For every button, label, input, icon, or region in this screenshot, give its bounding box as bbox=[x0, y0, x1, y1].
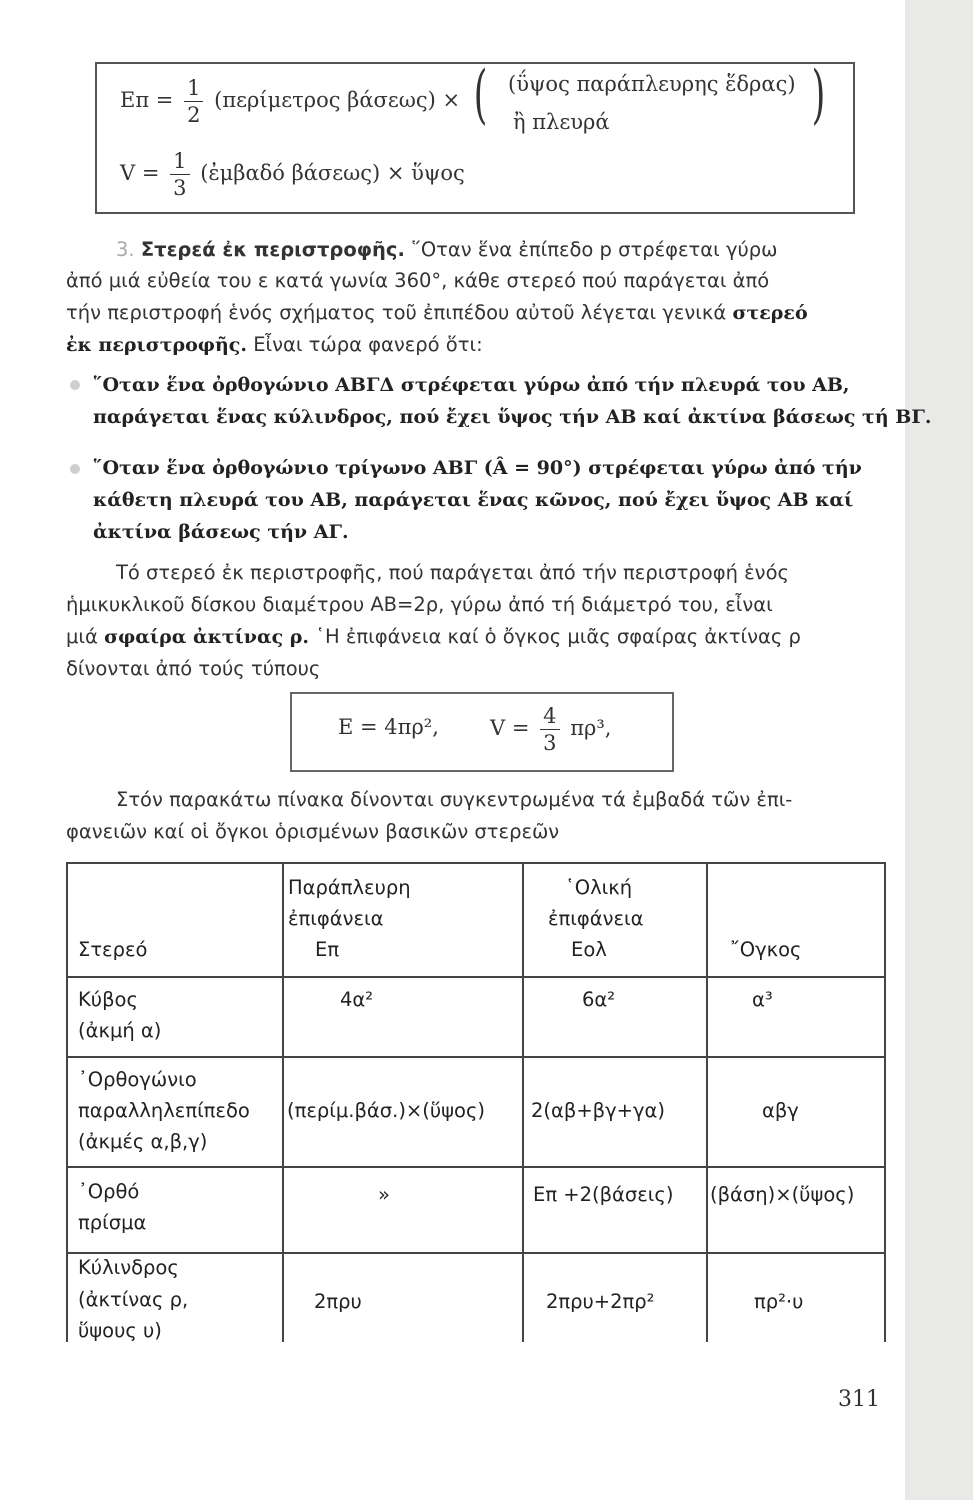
header-lateral: ἐπιφάνεια bbox=[288, 907, 384, 930]
cell-lateral: 2πρυ bbox=[314, 1290, 362, 1313]
header-total-symbol: Εολ bbox=[571, 938, 607, 961]
text-span: ῾Η ἐπιφάνεια καί ὁ ὄγκος μιᾶς σφαίρας ἀκτίνας ρ bbox=[315, 625, 801, 648]
header-lateral-symbol: Eπ bbox=[315, 938, 340, 961]
table-rule bbox=[66, 862, 886, 864]
fraction-numerator: 1 bbox=[170, 148, 189, 175]
cell-solid: (ἀκμές α,β,γ) bbox=[78, 1130, 208, 1153]
cell-total: 2(αβ+βγ+γα) bbox=[531, 1099, 665, 1122]
bullet-text-line: ῞Οταν ἕνα ὀρθογώνιο τρίγωνο ΑΒΓ (Â = 90°) στρέφεται γύρω ἀπό τήν bbox=[93, 457, 862, 479]
text-span: μιά bbox=[66, 625, 98, 648]
section-text-line bbox=[66, 296, 808, 330]
base-area-term: (ἐμβαδό βάσεως) × ὕψος bbox=[200, 161, 465, 185]
term-bold: ἐκ περιστροφῆς. bbox=[66, 334, 247, 356]
section-heading-line bbox=[116, 233, 777, 266]
cell-volume: α³ bbox=[752, 988, 773, 1011]
fraction-denominator: 2 bbox=[187, 103, 201, 127]
bullet-dot-icon bbox=[70, 380, 80, 390]
header-volume: ῎Ογκος bbox=[730, 938, 802, 961]
table-rule bbox=[706, 862, 708, 1342]
bullet-text-line: ῞Οταν ἕνα ὀρθογώνιο ΑΒΓΔ στρέφεται γύρω ἀπό τήν πλευρά του ΑΒ, bbox=[93, 374, 850, 396]
fraction-numerator: 4 bbox=[540, 703, 559, 730]
section-text-line: ῞Οταν ἕνα ἐπίπεδο p στρέφεται γύρω bbox=[411, 238, 778, 261]
section-number: 3. bbox=[116, 238, 135, 261]
perimeter-term: (περίμετρος βάσεως) × bbox=[214, 88, 461, 112]
cell-solid: παραλληλεπίπεδο bbox=[78, 1099, 250, 1122]
v-rhs: πρ³, bbox=[570, 716, 612, 740]
cell-solid: Κύβος bbox=[78, 988, 138, 1011]
cell-solid: ᾿Ορθό bbox=[78, 1180, 140, 1203]
sphere-text-line bbox=[66, 620, 801, 654]
cell-solid: Κύλινδρος bbox=[78, 1256, 179, 1279]
v-lhs: V = bbox=[490, 716, 530, 740]
page-number: 311 bbox=[838, 1387, 880, 1412]
sphere-text-line: Τό στερεό ἐκ περιστροφῆς, πού παράγεται ἀπό τήν περιστροφή ἑνός bbox=[116, 561, 789, 584]
table-rule bbox=[522, 862, 524, 1342]
sphere-text-line: δίνονται ἀπό τούς τύπους bbox=[66, 657, 321, 680]
cell-solid: (ἀκτίνας ρ, bbox=[78, 1288, 189, 1311]
bullet-text-line: κάθετη πλευρά του ΑΒ, παράγεται ἕνας κῶνος, πού ἔχει ὕψος ΑΒ καί bbox=[93, 489, 854, 511]
header-solid: Στερεό bbox=[78, 938, 148, 961]
text-span: τήν περιστροφή ἑνός σχήματος τοῦ ἐπιπέδου αὐτοῦ λέγεται γενικά bbox=[66, 301, 727, 324]
table-rule bbox=[66, 1056, 886, 1058]
table-rule bbox=[66, 862, 68, 1342]
section-text-line bbox=[66, 328, 483, 362]
slant-height-term: (ΰψος παράπλευρης ἕδρας) bbox=[508, 72, 796, 96]
table-rule bbox=[884, 862, 886, 1342]
cell-volume: πρ²·υ bbox=[754, 1290, 804, 1313]
paren-close: ) bbox=[811, 58, 826, 132]
cell-volume: (βάση)×(ὕψος) bbox=[710, 1183, 855, 1206]
cell-solid: πρίσμα bbox=[78, 1211, 147, 1234]
fraction-third bbox=[170, 148, 189, 201]
volume-formula bbox=[120, 148, 465, 201]
fraction-denominator: 3 bbox=[173, 176, 187, 200]
paren-open: ( bbox=[473, 58, 488, 132]
cell-solid: (ἀκμή α) bbox=[78, 1019, 162, 1042]
fraction-denominator: 3 bbox=[543, 731, 557, 755]
sphere-volume-formula bbox=[490, 703, 611, 756]
fraction-four-thirds bbox=[540, 703, 559, 756]
cell-total: 2πρυ+2πρ² bbox=[546, 1290, 655, 1313]
cell-lateral: » bbox=[378, 1183, 390, 1206]
cell-total: 6α² bbox=[582, 988, 616, 1011]
table-intro-line: φανειῶν καί οἱ ὄγκοι ὁρισμένων βασικῶν στερεῶν bbox=[66, 820, 560, 843]
section-heading: Στερεά ἐκ περιστροφῆς. bbox=[140, 238, 405, 261]
v-lhs: V = bbox=[120, 161, 160, 185]
or-side-term: ἢ πλευρά bbox=[513, 110, 610, 134]
header-lateral: Παράπλευρη bbox=[288, 876, 411, 899]
bullet-text-line: παράγεται ἕνας κύλινδρος, πού ἔχει ὕψος τήν ΑΒ καί ἀκτίνα βάσεως τή ΒΓ. bbox=[93, 406, 932, 428]
lateral-area-formula bbox=[120, 75, 460, 128]
header-total: ἐπιφάνεια bbox=[548, 907, 644, 930]
cell-lateral: 4α² bbox=[340, 988, 374, 1011]
scan-margin bbox=[905, 0, 973, 1500]
term-bold: σφαίρα ἀκτίνας ρ. bbox=[104, 626, 310, 648]
cell-volume: αβγ bbox=[762, 1099, 799, 1122]
section-text-line: ἀπό μιά εὐθεία του ε κατά γωνία 360°, κάθε στερεό πού παράγεται ἀπό bbox=[66, 269, 770, 292]
table-rule bbox=[66, 1252, 886, 1254]
cell-solid: ᾿Ορθογώνιο bbox=[78, 1068, 197, 1091]
header-total: ῾Ολική bbox=[565, 876, 633, 899]
cell-total: Eπ +2(βάσεις) bbox=[533, 1183, 674, 1206]
term-bold: στερεό bbox=[732, 302, 808, 324]
sphere-text-line: ἡμικυκλικοῦ δίσκου διαμέτρου ΑΒ=2ρ, γύρω ἀπό τή διάμετρό του, εἶναι bbox=[66, 593, 773, 616]
table-rule bbox=[66, 1166, 886, 1168]
text-span: Εἶναι τώρα φανερό ὅτι: bbox=[253, 333, 483, 356]
bullet-dot-icon bbox=[70, 464, 80, 474]
fraction-half bbox=[184, 75, 203, 128]
table-rule bbox=[66, 976, 886, 978]
ep-lhs: Eπ = bbox=[120, 88, 174, 112]
cell-solid: ὕψους υ) bbox=[78, 1319, 162, 1342]
table-intro-line: Στόν παρακάτω πίνακα δίνονται συγκεντρωμένα τά ἐμβαδά τῶν ἐπι- bbox=[116, 788, 793, 811]
cell-lateral: (περίμ.βάσ.)×(ὕψος) bbox=[287, 1099, 486, 1122]
fraction-numerator: 1 bbox=[184, 75, 203, 102]
sphere-area-formula: Ε = 4πρ², bbox=[338, 715, 439, 739]
table-rule bbox=[282, 862, 284, 1342]
bullet-text-line: ἀκτίνα βάσεως τήν ΑΓ. bbox=[93, 521, 349, 543]
